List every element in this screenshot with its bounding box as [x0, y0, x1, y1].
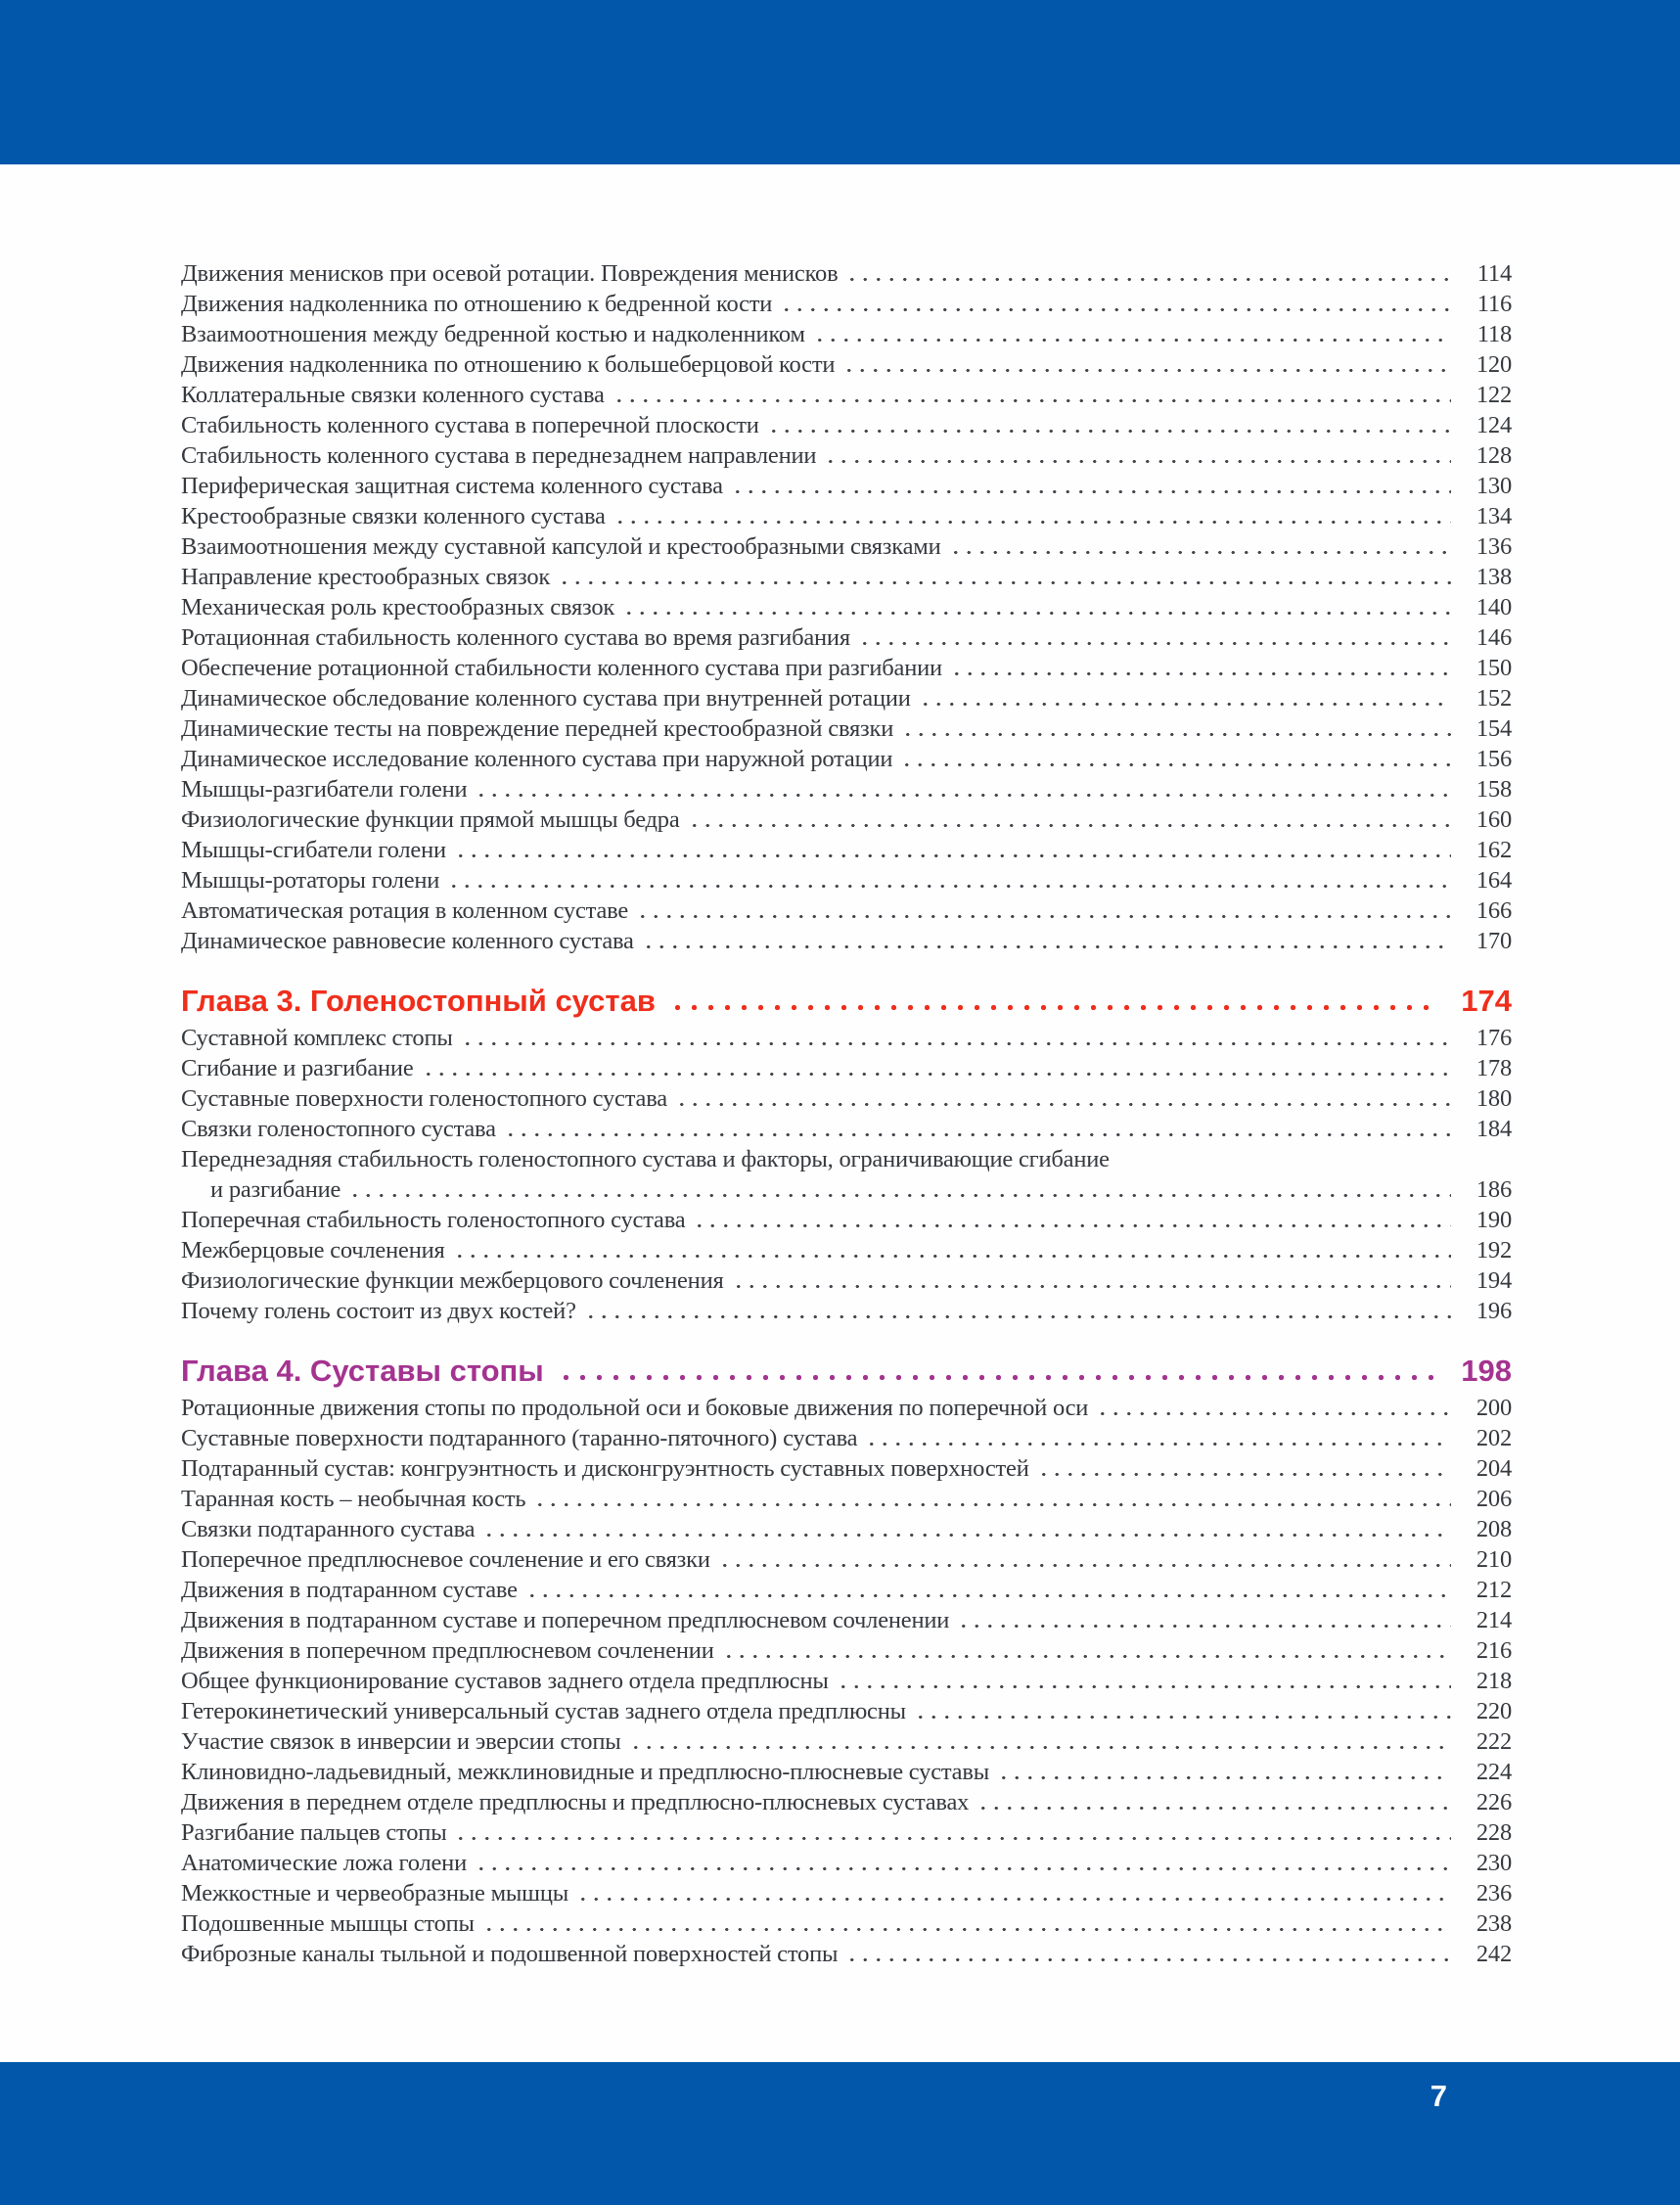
toc-entry	[181, 865, 1512, 896]
toc-entry	[181, 410, 1512, 440]
dot-leader	[845, 1939, 1451, 1969]
entry-title: Суставные поверхности голеностопного сустава	[181, 1085, 667, 1112]
dot-leader	[525, 1575, 1451, 1605]
dot-leader	[688, 804, 1451, 835]
dot-leader	[845, 258, 1451, 289]
entry-page-number: 140	[1476, 594, 1512, 620]
entry-page-number: 226	[1476, 1789, 1512, 1815]
dot-leader	[669, 982, 1437, 1021]
toc-entry	[181, 713, 1512, 744]
dot-leader	[997, 1757, 1451, 1787]
toc-chapter-heading	[181, 982, 1512, 1021]
toc-entry	[181, 501, 1512, 531]
entry-page-number: 176	[1476, 1025, 1512, 1051]
toc-entry	[181, 1726, 1512, 1757]
entry-page-number: 208	[1476, 1516, 1512, 1542]
entry-page-number: 194	[1476, 1267, 1512, 1294]
entry-title: Коллатеральные связки коленного сустава	[181, 382, 605, 408]
entry-title: Движения надколенника по отношению к бедренной кости	[181, 291, 773, 317]
dot-leader	[482, 1908, 1451, 1939]
entry-title: Периферическая защитная система коленного сустава	[181, 473, 723, 499]
entry-title: Ротационные движения стопы по продольной оси и боковые движения по поперечной оси	[181, 1395, 1089, 1421]
entry-title: Движения в подтаранном суставе и поперечном предплюсневом сочленении	[181, 1607, 950, 1633]
toc-entry	[181, 380, 1512, 410]
chapter-title: Глава 3. Голеностопный сустав	[181, 984, 656, 1018]
dot-leader	[949, 531, 1451, 562]
toc-entry	[181, 289, 1512, 319]
entry-title: Ротационная стабильность коленного сустава во время разгибания	[181, 624, 850, 651]
entry-title: Фиброзные каналы тыльной и подошвенной поверхностей стопы	[181, 1941, 839, 1967]
entry-page-number: 224	[1476, 1759, 1512, 1785]
entry-title: Крестообразные связки коленного сустава	[181, 503, 606, 529]
toc-entry	[181, 1205, 1512, 1235]
dot-leader	[976, 1787, 1451, 1817]
dot-leader	[613, 501, 1451, 531]
entry-title: Подошвенные мышцы стопы	[181, 1910, 475, 1937]
dot-leader	[504, 1114, 1451, 1144]
entry-page-number: 120	[1476, 351, 1512, 378]
entry-title: Общее функционирование суставов заднего отдела предплюсны	[181, 1668, 829, 1694]
entry-title: Мышцы-разгибатели голени	[181, 776, 468, 803]
entry-title: Движения в переднем отделе предплюсны и предплюсно-плюсневых суставах	[181, 1789, 970, 1815]
dot-leader	[780, 289, 1451, 319]
footer-bar	[0, 2062, 1680, 2205]
entry-page-number: 228	[1476, 1819, 1512, 1846]
dot-leader	[824, 440, 1451, 471]
toc-entry	[181, 1666, 1512, 1696]
entry-title: Подтаранный сустав: конгруэнтность и дисконгруэнтность суставных поверхностей	[181, 1455, 1029, 1482]
toc-entry	[181, 1605, 1512, 1635]
entry-page-number: 214	[1476, 1607, 1512, 1633]
toc-entry	[181, 835, 1512, 865]
entry-page-number: 186	[1476, 1176, 1512, 1203]
dot-leader	[1096, 1393, 1451, 1423]
dot-leader	[914, 1696, 1451, 1726]
dot-leader	[858, 622, 1451, 653]
entry-title: Динамическое обследование коленного сустава при внутренней ротации	[181, 685, 911, 712]
entry-title: Почему голень состоит из двух костей?	[181, 1298, 576, 1324]
entry-title: Поперечное предплюсневое сочленение и его связки	[181, 1546, 710, 1573]
toc-entry	[181, 531, 1512, 562]
entry-page-number: 166	[1476, 897, 1512, 924]
toc-entry	[181, 653, 1512, 683]
dot-leader	[629, 1726, 1451, 1757]
toc-entry	[181, 319, 1512, 349]
entry-title: Связки подтаранного сустава	[181, 1516, 476, 1542]
dot-leader	[453, 1235, 1451, 1265]
footer-page-number: 7	[1430, 2079, 1447, 2113]
chapter-title: Глава 4. Суставы стопы	[181, 1354, 544, 1388]
toc-entry	[181, 1878, 1512, 1908]
entry-title: Динамическое исследование коленного сустава при наружной ротации	[181, 746, 893, 772]
toc-entry	[181, 1265, 1512, 1296]
toc-entry	[181, 1908, 1512, 1939]
entry-title: Анатомические ложа голени	[181, 1850, 468, 1876]
entry-page-number: 192	[1476, 1237, 1512, 1263]
entry-title: Обеспечение ротационной стабильности коленного сустава при разгибании	[181, 655, 942, 681]
dot-leader	[454, 835, 1451, 865]
entry-page-number: 114	[1476, 260, 1512, 287]
toc-entry	[181, 744, 1512, 774]
toc-entry	[181, 1453, 1512, 1484]
dot-leader	[732, 1265, 1451, 1296]
dot-leader	[622, 592, 1451, 622]
entry-page-number: 196	[1476, 1298, 1512, 1324]
entry-title: Мышцы-ротаторы голени	[181, 867, 440, 894]
entry-page-number: 200	[1476, 1395, 1512, 1421]
toc-entry	[181, 1544, 1512, 1575]
toc-entry	[181, 1484, 1512, 1514]
entry-page-number: 230	[1476, 1850, 1512, 1876]
dot-leader	[475, 1848, 1451, 1878]
dot-leader	[613, 380, 1451, 410]
toc-entry	[181, 1787, 1512, 1817]
entry-title: Динамическое равновесие коленного сустава	[181, 928, 634, 954]
entry-title: Участие связок в инверсии и эверсии стопы	[181, 1728, 621, 1755]
dot-leader	[957, 1605, 1451, 1635]
dot-leader	[718, 1544, 1451, 1575]
entry-title: Автоматическая ротация в коленном суставе	[181, 897, 629, 924]
entry-title: Взаимоотношения между бедренной костью и надколенником	[181, 321, 805, 347]
entry-page-number: 206	[1476, 1486, 1512, 1512]
dot-leader	[636, 896, 1451, 926]
entry-page-number: 150	[1476, 655, 1512, 681]
entry-page-number: 124	[1476, 412, 1512, 438]
entry-page-number: 220	[1476, 1698, 1512, 1724]
entry-page-number: 130	[1476, 473, 1512, 499]
dot-leader	[919, 683, 1451, 713]
entry-title: Динамические тесты на повреждение передней крестообразной связки	[181, 715, 894, 742]
toc-entry	[181, 622, 1512, 653]
entry-page-number: 222	[1476, 1728, 1512, 1755]
dot-leader	[584, 1296, 1451, 1326]
toc-entry	[181, 1114, 1512, 1144]
entry-title: Суставной комплекс стопы	[181, 1025, 453, 1051]
toc-entry	[181, 683, 1512, 713]
toc-entry	[181, 258, 1512, 289]
dot-leader	[950, 653, 1451, 683]
dot-leader	[842, 349, 1451, 380]
dot-leader	[901, 713, 1451, 744]
entry-page-number: 128	[1476, 442, 1512, 469]
toc-entry	[181, 926, 1512, 956]
entry-title: Поперечная стабильность голеностопного сустава	[181, 1207, 686, 1233]
toc-entry	[181, 471, 1512, 501]
chapter-page-number: 198	[1461, 1354, 1512, 1388]
entry-page-number: 136	[1476, 533, 1512, 560]
toc-entry	[181, 1817, 1512, 1848]
toc-entry	[181, 1939, 1512, 1969]
header-bar	[0, 0, 1680, 164]
toc-content	[181, 164, 1512, 1969]
entry-page-number: 122	[1476, 382, 1512, 408]
entry-page-number: 184	[1476, 1116, 1512, 1142]
entry-page-number: 180	[1476, 1085, 1512, 1112]
entry-page-number: 146	[1476, 624, 1512, 651]
entry-title: Взаимоотношения между суставной капсулой и крестообразными связками	[181, 533, 941, 560]
entry-page-number: 238	[1476, 1910, 1512, 1937]
toc-list	[181, 164, 1512, 1969]
entry-page-number: 158	[1476, 776, 1512, 803]
toc-entry	[181, 1235, 1512, 1265]
entry-page-number: 138	[1476, 564, 1512, 590]
toc-entry	[181, 1083, 1512, 1114]
entry-title: Движения в поперечном предплюсневом сочленении	[181, 1637, 714, 1664]
toc-entry-line1	[181, 1144, 1512, 1174]
toc-entry	[181, 1696, 1512, 1726]
entry-page-number: 162	[1476, 837, 1512, 863]
dot-leader	[642, 926, 1451, 956]
entry-title: Механическая роль крестообразных связок	[181, 594, 615, 620]
entry-title: Связки голеностопного сустава	[181, 1116, 496, 1142]
dot-leader	[533, 1484, 1451, 1514]
dot-leader	[447, 865, 1451, 896]
dot-leader	[813, 319, 1451, 349]
entry-page-number: 218	[1476, 1668, 1512, 1694]
toc-entry	[181, 1393, 1512, 1423]
entry-page-number: 160	[1476, 806, 1512, 833]
entry-title: Разгибание пальцев стопы	[181, 1819, 447, 1846]
entry-page-number: 216	[1476, 1637, 1512, 1664]
toc-entry	[181, 1514, 1512, 1544]
dot-leader	[482, 1514, 1451, 1544]
toc-entry	[181, 562, 1512, 592]
toc-entry	[181, 1575, 1512, 1605]
dot-leader	[475, 774, 1451, 804]
entry-title: Клиновидно-ладьевидный, межклиновидные и предплюсно-плюсневые суставы	[181, 1759, 989, 1785]
dot-leader	[558, 562, 1451, 592]
entry-page-number: 152	[1476, 685, 1512, 712]
dot-leader	[1037, 1453, 1451, 1484]
entry-title-continuation: и разгибание	[210, 1176, 341, 1203]
toc-entry	[181, 1023, 1512, 1053]
entry-title: Направление крестообразных связок	[181, 564, 551, 590]
toc-entry	[181, 440, 1512, 471]
entry-page-number: 170	[1476, 928, 1512, 954]
dot-leader	[675, 1083, 1451, 1114]
entry-page-number: 154	[1476, 715, 1512, 742]
dot-leader	[722, 1635, 1451, 1666]
chapter-page-number: 174	[1461, 984, 1512, 1018]
entry-page-number: 178	[1476, 1055, 1512, 1081]
entry-page-number: 190	[1476, 1207, 1512, 1233]
toc-entry	[181, 1635, 1512, 1666]
toc-entry	[181, 592, 1512, 622]
toc-entry	[181, 1296, 1512, 1326]
entry-title: Физиологические функции межберцового сочленения	[181, 1267, 724, 1294]
entry-title: Гетерокинетический универсальный сустав заднего отдела предплюсны	[181, 1698, 906, 1724]
entry-title: Межкостные и червеобразные мышцы	[181, 1880, 569, 1906]
toc-entry	[181, 1757, 1512, 1787]
dot-leader	[865, 1423, 1451, 1453]
entry-page-number: 202	[1476, 1425, 1512, 1451]
entry-title: Мышцы-сгибатели голени	[181, 837, 446, 863]
dot-leader	[558, 1352, 1437, 1391]
entry-title: Переднезадняя стабильность голеностопного сустава и факторы, ограничивающие сгибание	[181, 1146, 1110, 1172]
entry-page-number: 164	[1476, 867, 1512, 894]
entry-page-number: 118	[1476, 321, 1512, 347]
entry-title: Межберцовые сочленения	[181, 1237, 445, 1263]
dot-leader	[576, 1878, 1451, 1908]
toc-chapter-heading	[181, 1352, 1512, 1391]
dot-leader	[348, 1174, 1451, 1205]
toc-entry	[181, 349, 1512, 380]
entry-title: Движения менисков при осевой ротации. Повреждения менисков	[181, 260, 839, 287]
dot-leader	[693, 1205, 1451, 1235]
entry-title: Движения в подтаранном суставе	[181, 1577, 518, 1603]
entry-title: Суставные поверхности подтаранного (таранно-пяточного) сустава	[181, 1425, 858, 1451]
toc-entry	[181, 804, 1512, 835]
toc-entry	[181, 896, 1512, 926]
dot-leader	[461, 1023, 1451, 1053]
entry-page-number: 210	[1476, 1546, 1512, 1573]
entry-page-number: 236	[1476, 1880, 1512, 1906]
toc-entry	[181, 1848, 1512, 1878]
toc-entry	[181, 1423, 1512, 1453]
entry-title: Стабильность коленного сустава в поперечной плоскости	[181, 412, 759, 438]
dot-leader	[422, 1053, 1452, 1083]
dot-leader	[767, 410, 1451, 440]
dot-leader	[900, 744, 1451, 774]
toc-entry	[181, 774, 1512, 804]
dot-leader	[454, 1817, 1451, 1848]
entry-page-number: 212	[1476, 1577, 1512, 1603]
dot-leader	[731, 471, 1451, 501]
dot-leader	[837, 1666, 1451, 1696]
entry-page-number: 204	[1476, 1455, 1512, 1482]
entry-page-number: 134	[1476, 503, 1512, 529]
entry-title: Таранная кость – необычная кость	[181, 1486, 526, 1512]
toc-entry-line2	[181, 1174, 1512, 1205]
entry-title: Физиологические функции прямой мышцы бедра	[181, 806, 680, 833]
entry-page-number: 116	[1476, 291, 1512, 317]
entry-title: Сгибание и разгибание	[181, 1055, 414, 1081]
entry-title: Движения надколенника по отношению к большеберцовой кости	[181, 351, 836, 378]
entry-page-number: 242	[1476, 1941, 1512, 1967]
entry-page-number: 156	[1476, 746, 1512, 772]
toc-entry	[181, 1053, 1512, 1083]
entry-title: Стабильность коленного сустава в переднезаднем направлении	[181, 442, 817, 469]
